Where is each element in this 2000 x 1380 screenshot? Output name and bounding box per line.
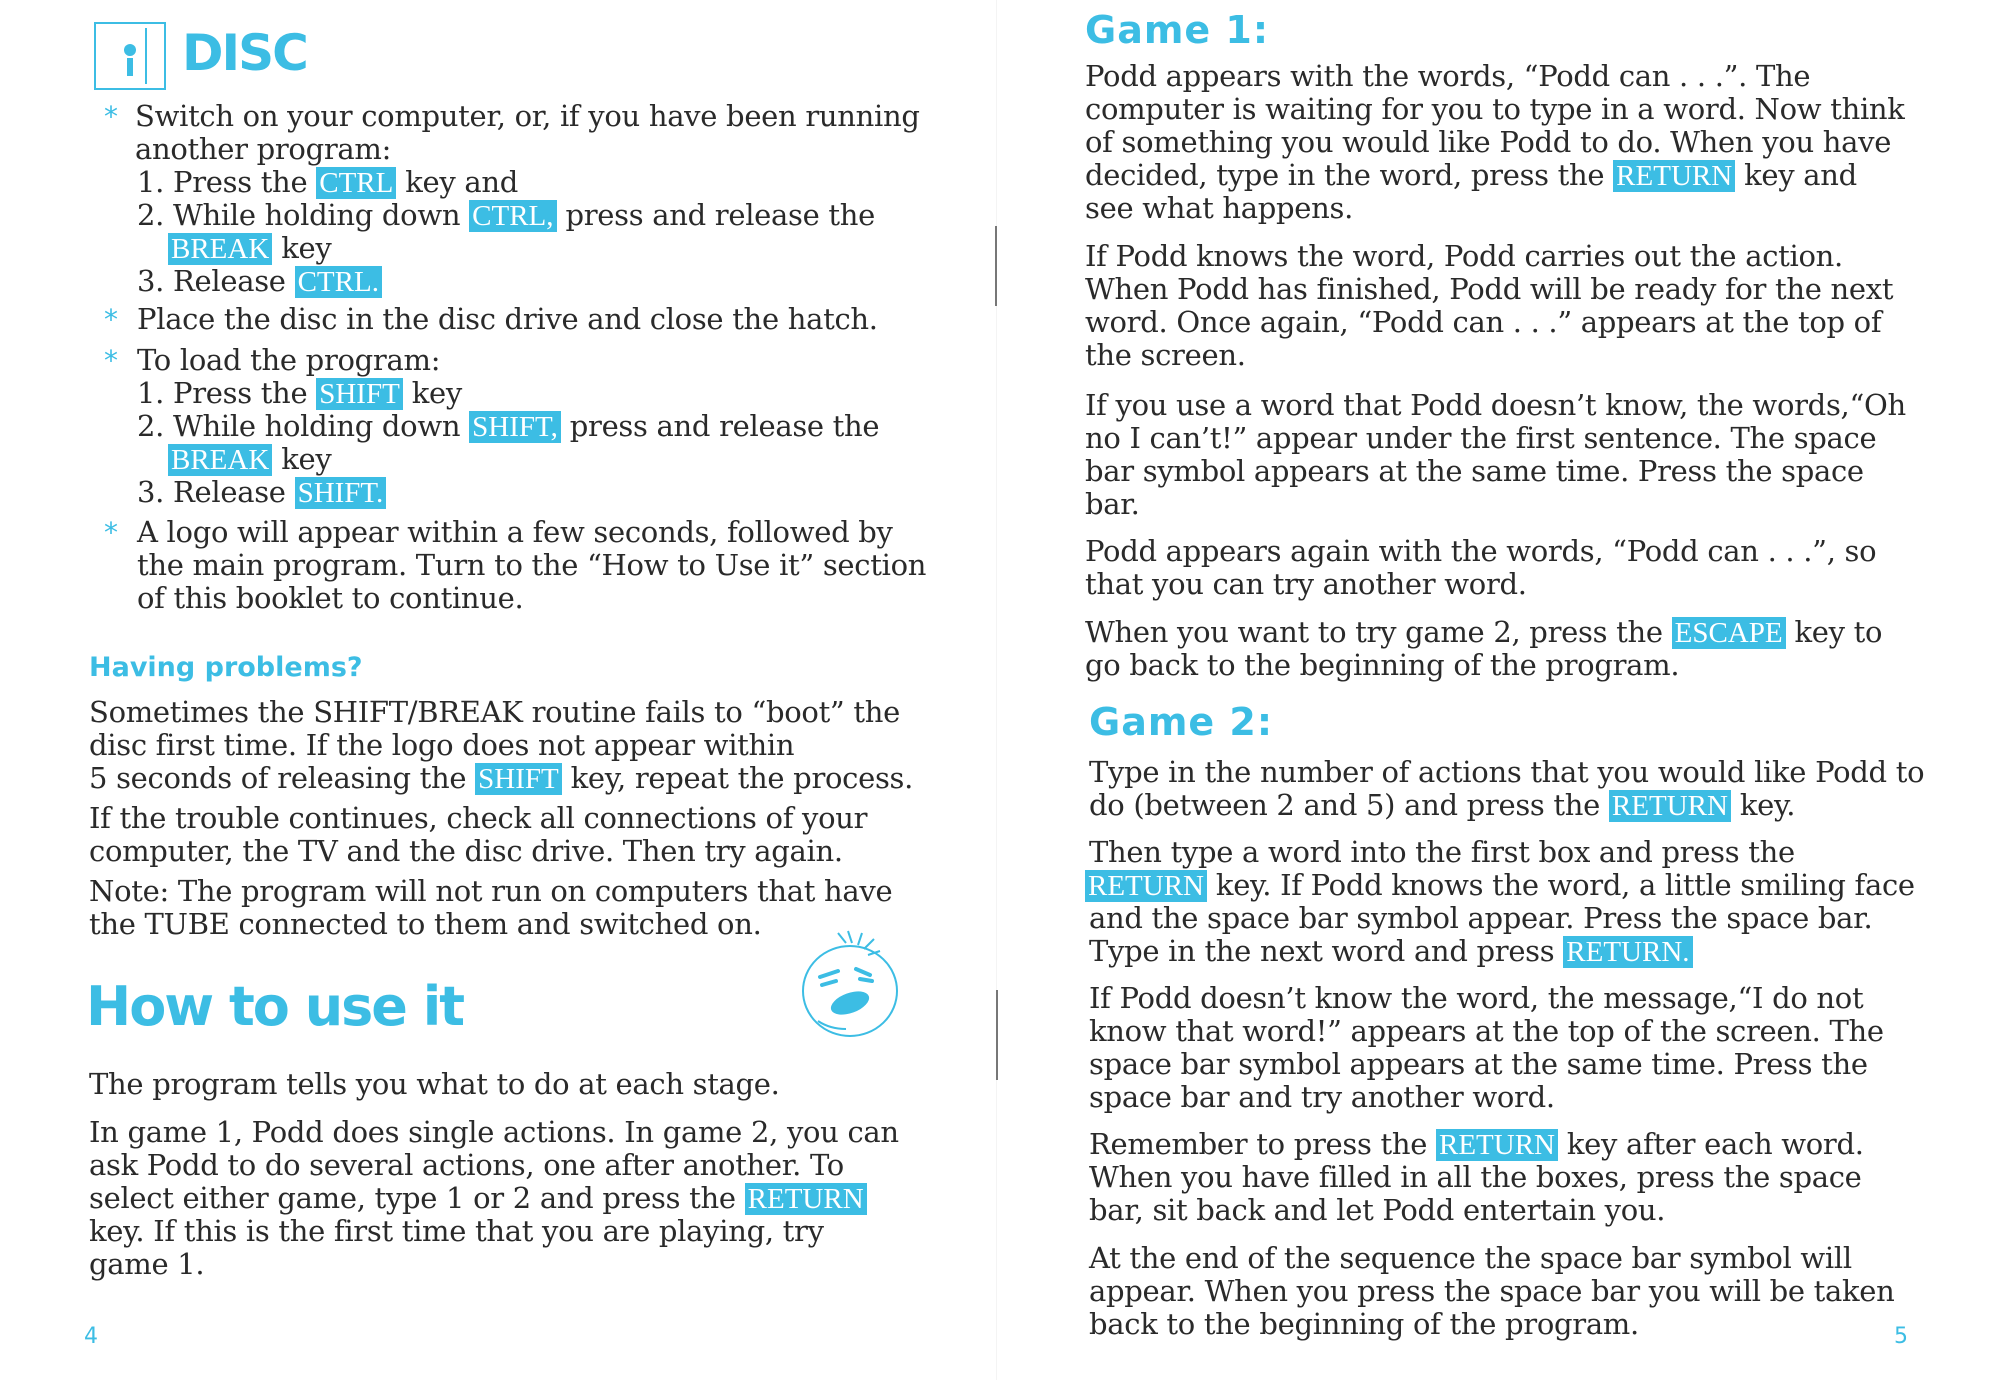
disc-icon	[94, 22, 166, 90]
key-break: BREAK	[168, 444, 272, 476]
game1-heading: Game 1:	[1085, 8, 1270, 52]
problems-line-3: 5 seconds of releasing the SHIFT key, repeat the process.	[89, 761, 914, 795]
bullet-star: *	[104, 344, 118, 377]
howto-line-2: In game 1, Podd does single actions. In game 2, you can	[89, 1115, 899, 1149]
game1-line-17: go back to the beginning of the program.	[1085, 648, 1680, 682]
page-number-left: 4	[84, 1324, 98, 1349]
game2-line-10: space bar and try another word.	[1089, 1080, 1555, 1114]
page-number-right: 5	[1894, 1324, 1908, 1349]
key-return: RETURN	[1436, 1129, 1558, 1161]
problems-line-7: the TUBE connected to them and switched on.	[89, 907, 762, 941]
disc-line-5: BREAK key	[168, 232, 331, 266]
game2-line-9: space bar symbol appears at the same time. Press the	[1089, 1047, 1868, 1081]
game2-line-8: know that word!” appears at the top of the screen. The	[1089, 1014, 1884, 1048]
game1-line-2: computer is waiting for you to type in a word. Now think	[1085, 92, 1905, 126]
game1-line-5: see what happens.	[1085, 191, 1354, 225]
game2-line-15: appear. When you press the space bar you will be taken	[1089, 1274, 1895, 1308]
game1-line-8: word. Once again, “Podd can . . .” appears at the top of	[1085, 305, 1882, 339]
disc-line-14: the main program. Turn to the “How to Use it” section	[137, 548, 927, 582]
howto-line-4: select either game, type 1 or 2 and press the RETURN	[89, 1182, 867, 1216]
key-ctrl: CTRL	[316, 167, 396, 199]
problems-line-4: If the trouble continues, check all connections of your	[89, 801, 868, 835]
disc-line-8: To load the program:	[137, 343, 441, 377]
crop-mark	[996, 990, 998, 1080]
game1-line-14: Podd appears again with the words, “Podd can . . .”, so	[1085, 534, 1877, 568]
howto-heading: How to use it	[86, 975, 464, 1038]
disc-line-7: Place the disc in the disc drive and close the hatch.	[137, 302, 878, 336]
disc-title: DISC	[182, 24, 307, 82]
game1-line-6: If Podd knows the word, Podd carries out the action.	[1085, 239, 1843, 273]
podd-face-icon	[790, 925, 910, 1045]
game1-line-12: bar symbol appears at the same time. Press the space	[1085, 454, 1864, 488]
disc-line-6: 3. Release CTRL.	[137, 265, 382, 299]
game1-line-15: that you can try another word.	[1085, 567, 1527, 601]
game2-line-1: Type in the number of actions that you would like Podd to	[1089, 755, 1925, 789]
disc-line-2: another program:	[135, 132, 392, 166]
game1-line-7: When Podd has finished, Podd will be ready for the next	[1085, 272, 1894, 306]
key-shift: SHIFT,	[469, 411, 561, 443]
bullet-star: *	[104, 516, 118, 549]
problems-line-5: computer, the TV and the disc drive. Then try again.	[89, 834, 843, 868]
disc-line-13: A logo will appear within a few seconds, followed by	[137, 515, 893, 549]
howto-line-6: game 1.	[89, 1247, 205, 1281]
game2-line-4: RETURN key. If Podd knows the word, a little smiling face	[1085, 869, 1915, 903]
right-page	[1000, 0, 2000, 1380]
game2-line-2: do (between 2 and 5) and press the RETURN key.	[1089, 788, 1796, 822]
game2-line-7: If Podd doesn’t know the word, the message,“I do not	[1089, 981, 1864, 1015]
howto-line-3: ask Podd to do several actions, one after another. To	[89, 1148, 844, 1182]
game2-line-11: Remember to press the RETURN key after each word.	[1089, 1127, 1864, 1161]
howto-line-1: The program tells you what to do at each stage.	[89, 1067, 780, 1101]
problems-line-1: Sometimes the SHIFT/BREAK routine fails to “boot” the	[89, 695, 900, 729]
problems-heading: Having problems?	[89, 652, 363, 683]
game1-line-9: the screen.	[1085, 338, 1246, 372]
game1-line-3: of something you would like Podd to do. When you have	[1085, 125, 1892, 159]
howto-line-5: key. If this is the first time that you are playing, try	[89, 1214, 824, 1248]
disc-line-4: 2. While holding down CTRL, press and release the	[137, 198, 875, 232]
disc-line-11: BREAK key	[168, 443, 331, 477]
key-return: RETURN.	[1563, 936, 1692, 968]
disc-line-1: Switch on your computer, or, if you have been running	[135, 99, 920, 133]
game2-line-3: Then type a word into the first box and press the	[1089, 835, 1795, 869]
game2-line-12: When you have filled in all the boxes, press the space	[1089, 1160, 1862, 1194]
disc-line-3: 1. Press the CTRL key and	[137, 165, 519, 199]
key-shift: SHIFT	[475, 763, 562, 795]
problems-line-6: Note: The program will not run on computers that have	[89, 874, 893, 908]
game2-line-14: At the end of the sequence the space bar symbol will	[1089, 1241, 1852, 1275]
game1-line-4: decided, type in the word, press the RETURN key and	[1085, 158, 1857, 192]
game1-line-16: When you want to try game 2, press the ESCAPE key to	[1085, 615, 1883, 649]
game2-line-13: bar, sit back and let Podd entertain you.	[1089, 1193, 1666, 1227]
key-shift: SHIFT	[316, 378, 403, 410]
key-ctrl: CTRL.	[295, 266, 382, 298]
key-ctrl: CTRL,	[469, 200, 556, 232]
disc-line-10: 2. While holding down SHIFT, press and release the	[137, 409, 880, 443]
key-shift: SHIFT.	[295, 477, 387, 509]
game2-line-5: and the space bar symbol appear. Press the space bar.	[1089, 901, 1873, 935]
disc-line-12: 3. Release SHIFT.	[137, 476, 386, 510]
key-return: RETURN	[1609, 790, 1731, 822]
crop-mark	[995, 226, 997, 306]
key-return: RETURN	[1613, 160, 1735, 192]
key-break: BREAK	[168, 233, 272, 265]
problems-line-2: disc first time. If the logo does not appear within	[89, 728, 795, 762]
key-escape: ESCAPE	[1672, 617, 1786, 649]
key-return: RETURN	[1085, 870, 1207, 902]
game1-line-11: no I can’t!” appear under the first sentence. The space	[1085, 421, 1877, 455]
game2-line-16: back to the beginning of the program.	[1089, 1307, 1639, 1341]
disc-line-9: 1. Press the SHIFT key	[137, 376, 462, 410]
bullet-star: *	[104, 303, 118, 336]
disc-line-15: of this booklet to continue.	[137, 581, 524, 615]
game1-line-1: Podd appears with the words, “Podd can . . .”. The	[1085, 59, 1811, 93]
game1-line-13: bar.	[1085, 487, 1140, 521]
bullet-star: *	[104, 100, 118, 133]
game2-heading: Game 2:	[1089, 700, 1274, 744]
game1-line-10: If you use a word that Podd doesn’t know, the words,“Oh	[1085, 388, 1906, 422]
key-return: RETURN	[745, 1183, 867, 1215]
game2-line-6: Type in the next word and press RETURN.	[1089, 935, 1693, 969]
